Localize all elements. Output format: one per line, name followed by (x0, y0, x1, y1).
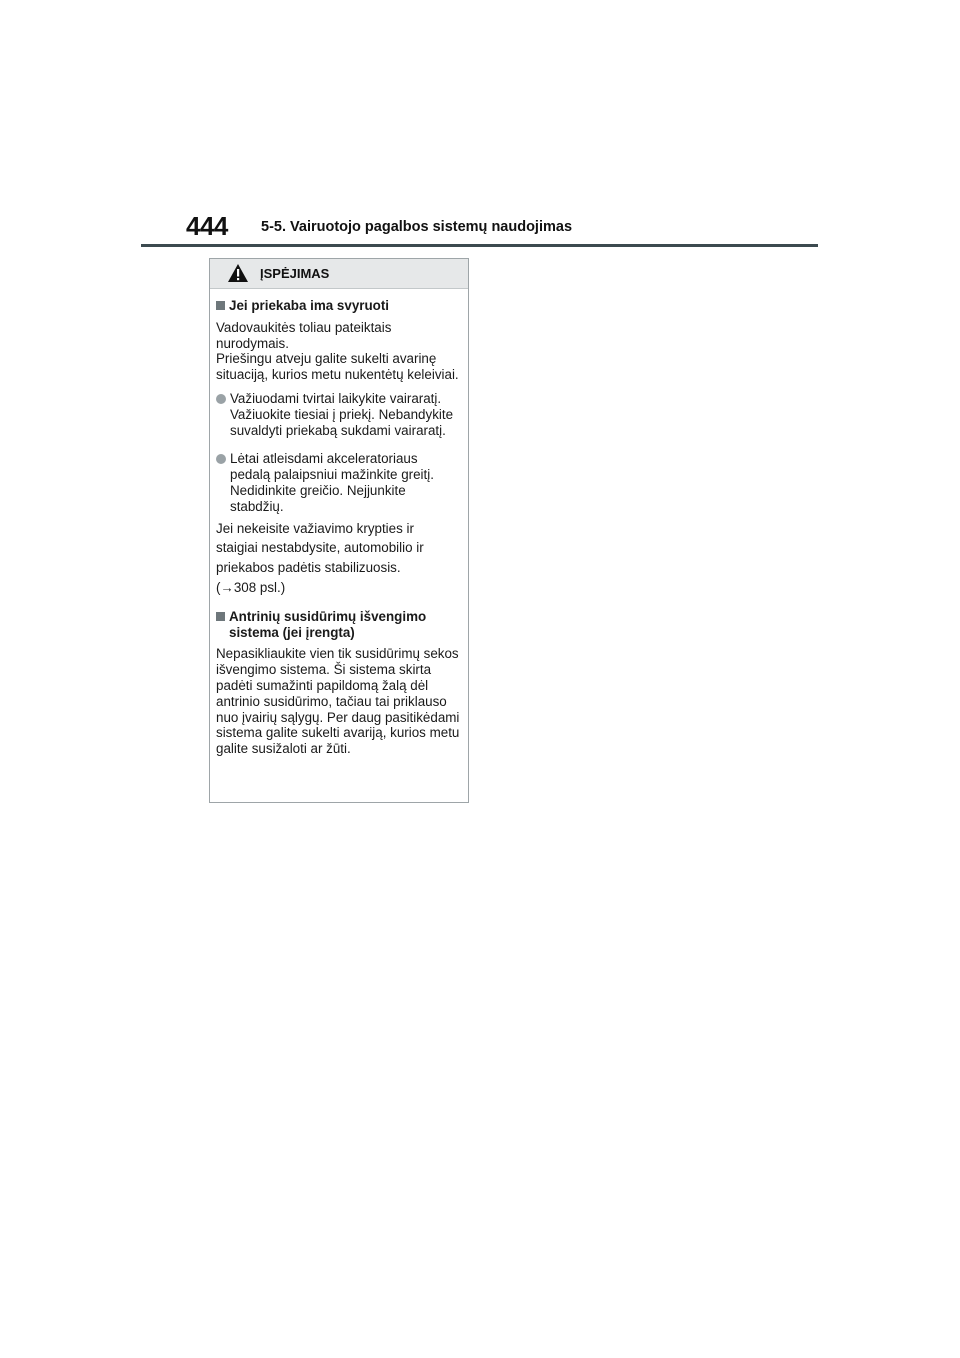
warning-header (210, 259, 468, 289)
paragraph: Priešingu atveju galite sukelti avarinę situaciją, kurios metu nukentėtų keleiviai. (216, 351, 459, 383)
page-reference: (→308 psl.) (216, 579, 286, 595)
warning-triangle-icon (227, 263, 249, 283)
subsection-heading-text: Antrinių susidūrimų išvengimo sistema (jei įrengta) (229, 608, 427, 640)
paragraph: Vadovaukitės toliau pateiktais nurodymais. (216, 319, 392, 351)
warning-box (209, 258, 469, 803)
paragraph-line: Jei nekeisite važiavimo krypties ir (216, 520, 414, 536)
subsection-heading (216, 609, 460, 641)
page-number: 444 (186, 211, 228, 241)
paragraph-line: staigiai nestabdysite, automobilio ir (216, 540, 424, 556)
list-item (216, 391, 460, 438)
subsection-heading-text: Jei priekaba ima svyruoti (229, 298, 390, 313)
page-header (0, 0, 960, 250)
paragraph-line: priekabos padėtis stabilizuosis. (216, 560, 401, 576)
circle-bullet-icon (216, 454, 226, 464)
subsection-heading (216, 298, 460, 314)
square-bullet-icon (216, 612, 225, 621)
square-bullet-icon (216, 301, 225, 310)
warning-title: ĮSPĖJIMAS (260, 266, 330, 281)
list-item-text: Lėtai atleisdami akceleratoriaus pedalą palaipsniui mažinkite greitį. Nedidinkite greičio. Nejjunkite stabdžių. (230, 451, 434, 514)
list-item-text: Važiuodami tvirtai laikykite vairaratį. Važiuokite tiesiai į priekį. Nebandykite suvaldyti priekabą sukdami vairaratį. (230, 390, 454, 438)
warning-body (210, 289, 468, 757)
circle-bullet-icon (216, 394, 226, 404)
header-divider (141, 244, 818, 247)
section-title: 5-5. Vairuotojo pagalbos sistemų naudojimas (261, 219, 573, 235)
list-item (216, 451, 460, 514)
paragraph: Nepasikliaukite vien tik susidūrimų sekos išvengimo sistema. Ši sistema skirta padėti sumažinti papildomą žalą dėl antrinio susidūrimo, tačiau tai priklauso nuo įvairių sąlygų. Per daug pasitikėdami sistema galite sukelti avariją, kurios metu galite susižaloti ar žūti. (216, 646, 460, 757)
